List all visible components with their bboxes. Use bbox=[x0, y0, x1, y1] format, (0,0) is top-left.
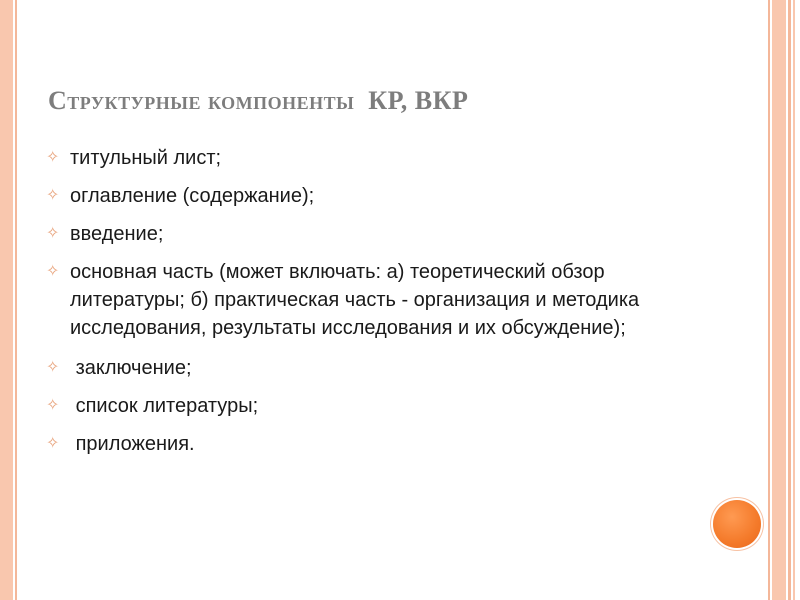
bullet-star-icon: ✧ bbox=[46, 359, 60, 376]
right-frame-edge bbox=[793, 0, 795, 600]
bullet-star-icon: ✧ bbox=[46, 225, 60, 242]
right-frame-line bbox=[768, 0, 770, 600]
list-item-text: введение; bbox=[70, 223, 164, 245]
left-frame-bar bbox=[0, 0, 13, 600]
list-item bbox=[46, 394, 686, 418]
right-frame-line-outer bbox=[788, 0, 791, 600]
slide-title-caps: Структурные компоненты bbox=[48, 86, 355, 115]
list-item bbox=[46, 222, 686, 246]
list-item-text: титульный лист; bbox=[70, 147, 222, 169]
bullet-star-icon: ✧ bbox=[46, 435, 60, 452]
decorative-circle bbox=[713, 500, 761, 548]
bullet-star-icon: ✧ bbox=[46, 187, 60, 204]
left-frame-line bbox=[15, 0, 17, 600]
list-item bbox=[46, 260, 686, 342]
right-frame-bar bbox=[772, 0, 786, 600]
bullet-list bbox=[46, 146, 686, 470]
list-item-text: заключение; bbox=[70, 357, 192, 379]
list-item-text: список литературы; bbox=[70, 395, 259, 417]
slide-title-rest: КР, ВКР bbox=[354, 86, 469, 115]
bullet-star-icon: ✧ bbox=[46, 263, 60, 280]
list-item bbox=[46, 356, 686, 380]
bullet-star-icon: ✧ bbox=[46, 397, 60, 414]
list-item bbox=[46, 184, 686, 208]
list-item bbox=[46, 432, 686, 456]
slide-title bbox=[48, 86, 468, 116]
list-item-text: основная часть (может включать: а) теоретический обзор литературы; б) практическая часть - организация и методика исследования, результаты исследования и их обсуждение); bbox=[70, 261, 640, 339]
list-item bbox=[46, 146, 686, 170]
list-item-text: оглавление (содержание); bbox=[70, 185, 315, 207]
list-item-text: приложения. bbox=[70, 433, 195, 455]
bullet-star-icon: ✧ bbox=[46, 149, 60, 166]
